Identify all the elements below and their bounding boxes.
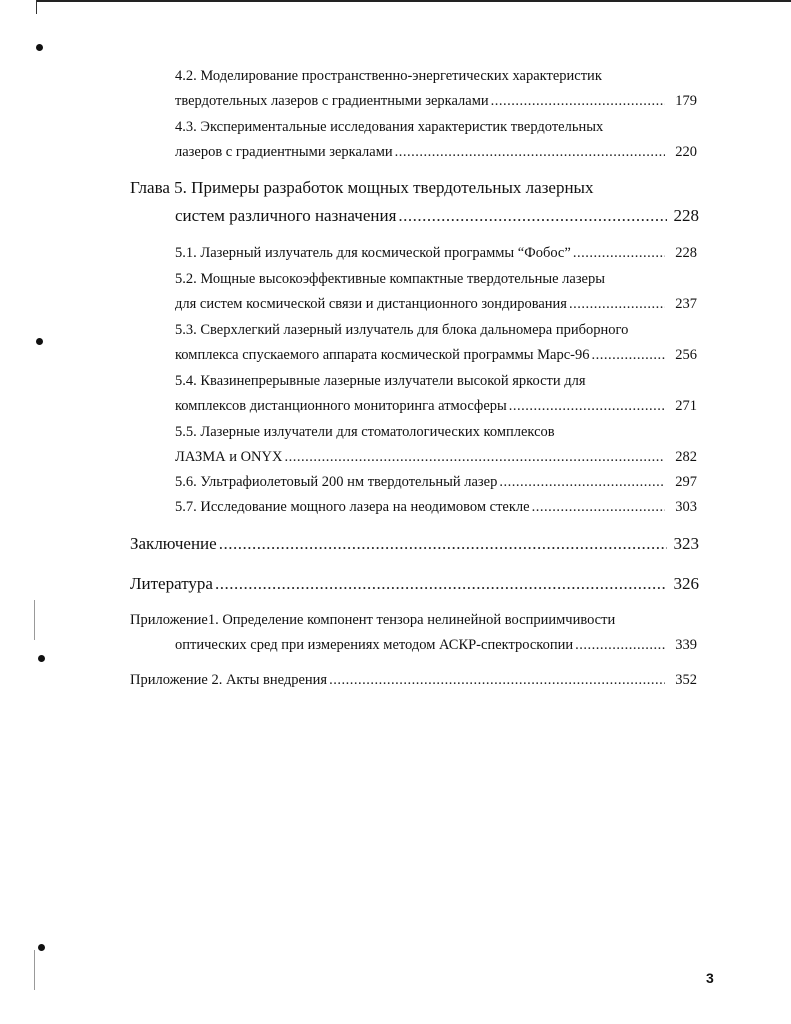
toc-entry-4-2[interactable] [175,93,697,110]
toc-entry-5-5-line1: 5.5. Лазерные излучатели для стоматологических комплексов [175,424,555,440]
top-border-tick [36,0,37,14]
dot-leader [499,474,665,491]
toc-entry-5-4-line2: комплексов дистанционного мониторинга атмосферы [175,398,507,414]
toc-entry-5-2-line2: для систем космической связи и дистанционного зондирования [175,296,567,312]
toc-page-number: 326 [673,574,699,593]
toc-page-number: 303 [675,499,697,515]
dot-leader [395,144,665,161]
toc-conclusion[interactable] [130,534,699,554]
binder-hole-mark [38,655,45,662]
toc-literature[interactable] [130,574,699,594]
scan-artifact-line [34,600,35,640]
toc-page-number: 256 [675,347,697,363]
toc-literature-label: Литература [130,574,213,593]
toc-entry-4-3-line1: 4.3. Экспериментальные исследования характеристик твердотельных [175,119,604,135]
dot-leader [575,637,665,654]
toc-page-number: 237 [675,296,697,312]
toc-page-number: 352 [675,672,697,688]
binder-hole-mark [36,44,43,51]
toc-entry-5-2[interactable] [175,296,697,313]
toc-entry-5-5-line2: ЛАЗМА и ONYX [175,449,283,465]
dot-leader [284,449,665,466]
toc-chapter-5[interactable] [175,206,699,226]
toc-chapter-5-line2: систем различного назначения [175,206,397,225]
dot-leader [398,206,667,226]
toc-entry-5-4[interactable] [175,398,697,415]
dot-leader [569,296,665,313]
toc-page-number: 282 [675,449,697,465]
toc-entry-5-7[interactable] [175,499,697,516]
toc-entry-5-7-line1: 5.7. Исследование мощного лазера на неодимовом стекле [175,499,530,515]
toc-appendix-1[interactable] [175,637,697,654]
dot-leader [592,347,665,364]
dot-leader [219,534,667,554]
toc-page-number: 179 [675,93,697,109]
toc-appendix-2-label: Приложение 2. Акты внедрения [130,672,328,688]
toc-page-number: 339 [675,637,697,653]
toc-appendix-2[interactable] [130,672,697,689]
toc-page-number: 228 [673,206,699,225]
toc-conclusion-label: Заключение [130,534,217,553]
top-border-line [36,0,791,2]
toc-entry-4-2-line1: 4.2. Моделирование пространственно-энергетических характеристик [175,68,602,84]
toc-entry-5-1[interactable] [175,245,697,262]
dot-leader [329,672,665,689]
binder-hole-mark [38,944,45,951]
toc-entry-5-3-line1: 5.3. Сверхлегкий лазерный излучатель для блока дальномера приборного [175,322,629,338]
toc-chapter-5-line1: Глава 5. Примеры разработок мощных твердотельных лазерных [130,178,594,197]
dot-leader [509,398,665,415]
dot-leader [491,93,665,110]
toc-entry-5-6[interactable] [175,474,697,491]
toc-page-number: 228 [675,245,697,261]
toc-page-number: 297 [675,474,697,490]
toc-entry-5-3-line2: комплекса спускаемого аппарата космической программы Марс-96 [175,347,590,363]
toc-entry-5-5[interactable] [175,449,697,466]
dot-leader [573,245,665,262]
toc-entry-5-1-line1: 5.1. Лазерный излучатель для космической программы “Фобос” [175,245,571,261]
scan-artifact-line [34,950,35,990]
toc-entry-5-4-line1: 5.4. Квазинепрерывные лазерные излучатели высокой яркости для [175,373,586,389]
toc-appendix-1-line2: оптических сред при измерениях методом АСКР-спектроскопии [175,637,574,653]
dot-leader [215,574,667,594]
toc-appendix-1-line1: Приложение1. Определение компонент тензора нелинейной восприимчивости [130,612,616,628]
binder-hole-mark [36,338,43,345]
toc-entry-4-3[interactable] [175,144,697,161]
toc-page-number: 271 [675,398,697,414]
toc-entry-5-2-line1: 5.2. Мощные высокоэффективные компактные твердотельные лазеры [175,271,605,287]
toc-entry-4-3-line2: лазеров с градиентными зеркалами [175,144,393,160]
toc-entry-5-6-line1: 5.6. Ультрафиолетовый 200 нм твердотельный лазер [175,474,498,490]
dot-leader [532,499,665,516]
toc-entry-4-2-line2: твердотельных лазеров с градиентными зеркалами [175,93,489,109]
page-number: 3 [706,970,714,986]
toc-page-number: 220 [675,144,697,160]
toc-entry-5-3[interactable] [175,347,697,364]
toc-page-number: 323 [673,534,699,553]
